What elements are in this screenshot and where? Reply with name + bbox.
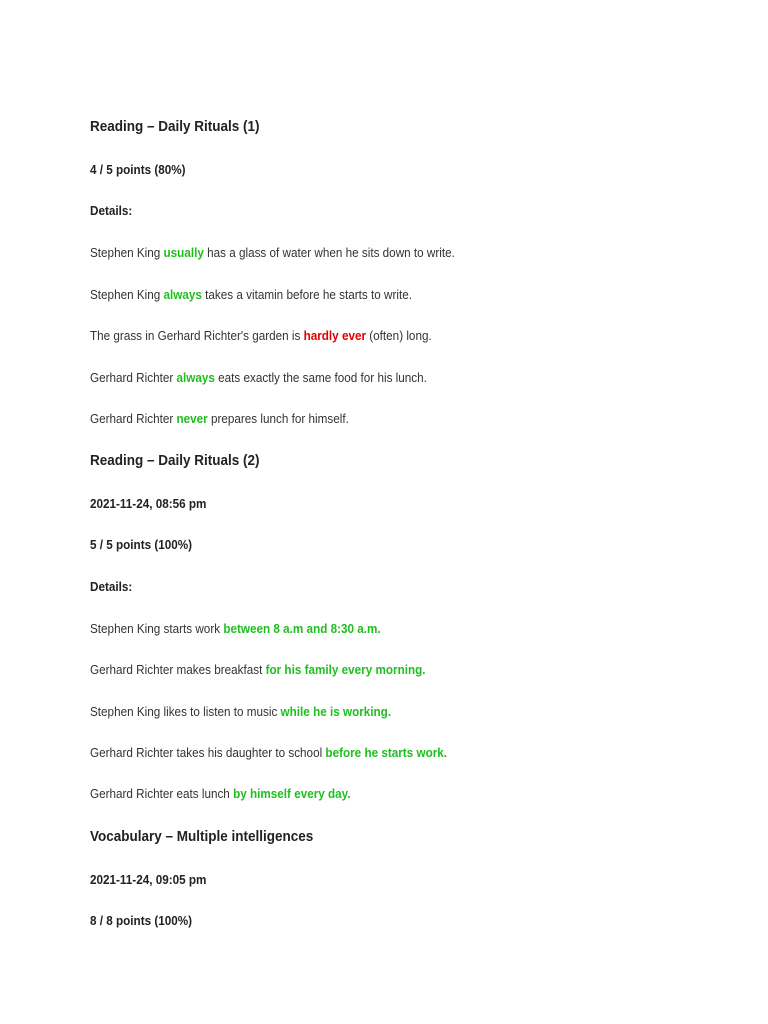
answer-correct: always bbox=[176, 370, 215, 385]
section-2-score: 5 / 5 points (100%) bbox=[90, 537, 193, 552]
answer-row bbox=[90, 662, 426, 677]
answer-row bbox=[90, 745, 447, 760]
answer-row bbox=[90, 786, 351, 801]
answer-row bbox=[90, 370, 427, 385]
answer-text-before: The grass in Gerhard Richter's garden is bbox=[90, 328, 304, 343]
answer-correct: never bbox=[176, 411, 208, 426]
answer-row bbox=[90, 328, 432, 343]
answer-text-before: Gerhard Richter bbox=[90, 370, 177, 385]
section-3-date: 2021-11-24, 09:05 pm bbox=[90, 872, 207, 887]
answer-text-after: prepares lunch for himself. bbox=[207, 411, 349, 426]
section-3-title: Vocabulary – Multiple intelligences bbox=[90, 828, 314, 845]
answer-text-before: Gerhard Richter takes his daughter to school bbox=[90, 745, 326, 760]
answer-correct: for his family every morning. bbox=[265, 662, 426, 677]
answer-text-before: Gerhard Richter bbox=[90, 411, 177, 426]
answer-row bbox=[90, 704, 391, 719]
answer-correct: while he is working. bbox=[280, 704, 392, 719]
answer-row bbox=[90, 411, 349, 426]
answer-row bbox=[90, 287, 412, 302]
answer-text-after: has a glass of water when he sits down to write. bbox=[203, 245, 455, 260]
answer-correct: before he starts work. bbox=[325, 745, 448, 760]
answer-text-after: eats exactly the same food for his lunch. bbox=[214, 370, 427, 385]
answer-correct: always bbox=[163, 287, 202, 302]
answer-text-before: Stephen King starts work bbox=[90, 621, 224, 636]
section-3-score: 8 / 8 points (100%) bbox=[90, 913, 193, 928]
answer-text-before: Gerhard Richter makes breakfast bbox=[90, 662, 266, 677]
answer-text-before: Stephen King bbox=[90, 287, 164, 302]
answer-text-before: Gerhard Richter eats lunch bbox=[90, 786, 234, 801]
section-1-title: Reading – Daily Rituals (1) bbox=[90, 118, 260, 135]
answer-text-after: (often) long. bbox=[366, 328, 432, 343]
section-2-details-label: Details: bbox=[90, 579, 133, 594]
answer-row bbox=[90, 621, 381, 636]
answer-row bbox=[90, 245, 455, 260]
answer-text-after: takes a vitamin before he starts to write. bbox=[201, 287, 412, 302]
answer-correct: by himself every day. bbox=[233, 786, 351, 801]
answer-text-before: Stephen King likes to listen to music bbox=[90, 704, 281, 719]
section-1-score: 4 / 5 points (80%) bbox=[90, 162, 186, 177]
answer-text-before: Stephen King bbox=[90, 245, 164, 260]
section-2-title: Reading – Daily Rituals (2) bbox=[90, 452, 260, 469]
answer-incorrect: hardly ever bbox=[303, 328, 367, 343]
section-2-date: 2021-11-24, 08:56 pm bbox=[90, 496, 207, 511]
section-1-details-label: Details: bbox=[90, 203, 133, 218]
answer-correct: usually bbox=[163, 245, 204, 260]
answer-correct: between 8 a.m and 8:30 a.m. bbox=[223, 621, 381, 636]
